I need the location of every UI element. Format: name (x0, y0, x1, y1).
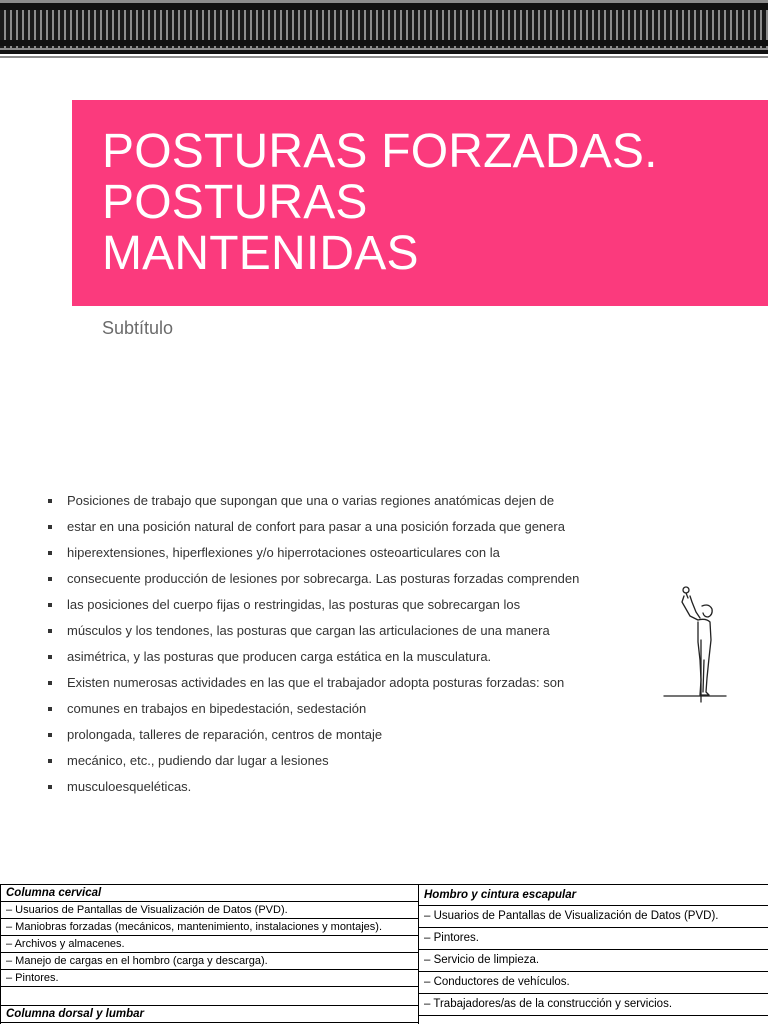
list-item: asimétrica, y las posturas que producen carga estática en la musculatura. (46, 644, 646, 670)
bullet-list (46, 488, 646, 800)
list-item: Posiciones de trabajo que supongan que una o varias regiones anatómicas dejen de (46, 488, 646, 514)
table-row: – Archivos y almacenes. (1, 936, 418, 953)
list-item: mecánico, etc., pudiendo dar lugar a lesiones (46, 748, 646, 774)
title-line-1: POSTURAS FORZADAS. (102, 125, 658, 178)
table-header: Hombro y cintura escapular (419, 885, 768, 906)
title-banner (72, 100, 768, 306)
table-row: – Conductores de vehículos. (419, 972, 768, 994)
table-row: – Trabajadores/as de la construcción y servicios. (419, 994, 768, 1016)
list-item: músculos y los tendones, las posturas que cargan las articulaciones de una manera (46, 618, 646, 644)
list-item: Existen numerosas actividades en las que el trabajador adopta posturas forzadas: son (46, 670, 646, 696)
list-item: musculoesqueléticas. (46, 774, 646, 800)
table-column-left (0, 884, 419, 1024)
table-row: – Pintores. (1, 970, 418, 987)
table-row: – Servicio de limpieza. (419, 950, 768, 972)
table-row: – Usuarios de Pantallas de Visualización de Datos (PVD). (1, 902, 418, 919)
table-header: Columna dorsal y lumbar (1, 1006, 418, 1023)
list-item: consecuente producción de lesiones por sobrecarga. Las posturas forzadas comprenden (46, 566, 646, 592)
table-row: – Usuarios de Pantallas de Visualización de Datos (PVD). (419, 906, 768, 928)
title-line-3: MANTENIDAS (102, 227, 419, 280)
list-item: prolongada, talleres de reparación, centros de montaje (46, 722, 646, 748)
table-header: Columna cervical (1, 885, 418, 902)
table-row: – Maniobras forzadas (mecánicos, mantenimiento, instalaciones y montajes). (1, 919, 418, 936)
slide-subtitle: Subtítulo (102, 318, 174, 338)
list-item: las posiciones del cuerpo fijas o restringidas, las posturas que sobrecargan los (46, 592, 646, 618)
list-item: estar en una posición natural de confort para pasar a una posición forzada que genera (46, 514, 646, 540)
list-item: comunes en trabajos en bipedestación, sedestación (46, 696, 646, 722)
slide-title (102, 126, 742, 279)
worker-reaching-overhead-icon (660, 582, 730, 706)
title-line-2: POSTURAS (102, 176, 368, 229)
table-row: – Pintores. (419, 928, 768, 950)
list-item: hiperextensiones, hiperflexiones y/o hiperrotaciones osteoarticulares con la (46, 540, 646, 566)
table-column-right (418, 884, 768, 1024)
table-row: – Manejo de cargas en el hombro (carga y descarga). (1, 953, 418, 970)
body-regions-table (0, 884, 768, 1024)
